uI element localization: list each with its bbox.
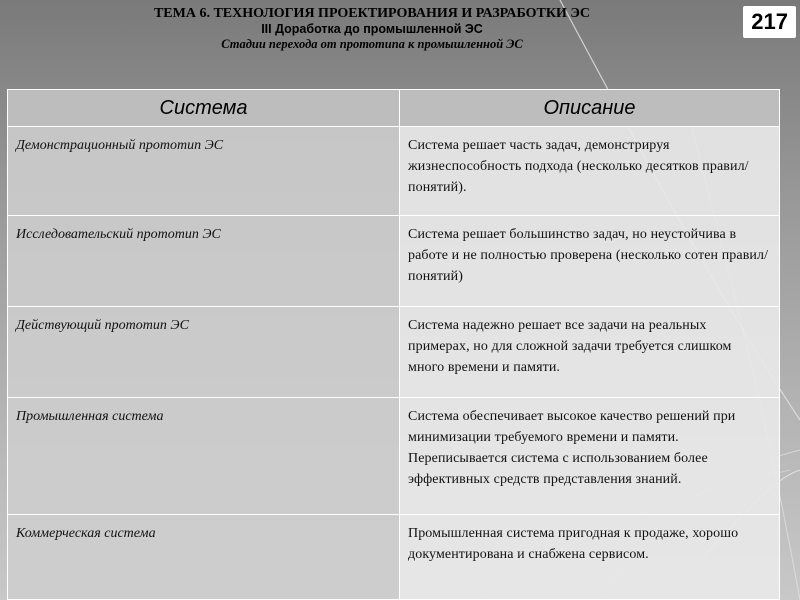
stages-table bbox=[7, 89, 780, 600]
description-cell: Промышленная система пригодная к продаже, хорошо документирована и снабжена сервисом. bbox=[400, 515, 780, 600]
system-cell: Промышленная система bbox=[8, 398, 400, 515]
table-row bbox=[8, 216, 780, 307]
system-cell: Коммерческая система bbox=[8, 515, 400, 600]
section-subtitle: III Доработка до промышленной ЭС bbox=[261, 22, 483, 36]
column-header-system: Система bbox=[8, 90, 400, 127]
description-cell: Система надежно решает все задачи на реальных примерах, но для сложной задачи требуется слишком много времени и памяти. bbox=[400, 307, 780, 398]
system-cell: Исследовательский прототип ЭС bbox=[8, 216, 400, 307]
table-header-row bbox=[8, 90, 780, 127]
system-cell: Демонстрационный прототип ЭС bbox=[8, 127, 400, 216]
slide-header bbox=[0, 6, 800, 52]
page-number-badge: 217 bbox=[743, 6, 796, 38]
table-row bbox=[8, 127, 780, 216]
table-row bbox=[8, 398, 780, 515]
description-cell: Система решает большинство задач, но неустойчива в работе и не полностью проверена (несколько сотен правил/понятий) bbox=[400, 216, 780, 307]
system-cell: Действующий прототип ЭС bbox=[8, 307, 400, 398]
description-cell: Система обеспечивает высокое качество решений при минимизации требуемого времени и памяти. Переписывается система с использованием более эффективных средств представления знаний. bbox=[400, 398, 780, 515]
description-cell: Система решает часть задач, демонстрируя жизнеспособность подхода (несколько десятков правил/понятий). bbox=[400, 127, 780, 216]
topic-title: ТЕМА 6. ТЕХНОЛОГИЯ ПРОЕКТИРОВАНИЯ И РАЗРАБОТКИ ЭС bbox=[153, 6, 591, 21]
table-row bbox=[8, 515, 780, 600]
slide-subtitle: Стадии перехода от прототипа к промышленной ЭС bbox=[221, 37, 523, 51]
column-header-description: Описание bbox=[400, 90, 780, 127]
table-row bbox=[8, 307, 780, 398]
